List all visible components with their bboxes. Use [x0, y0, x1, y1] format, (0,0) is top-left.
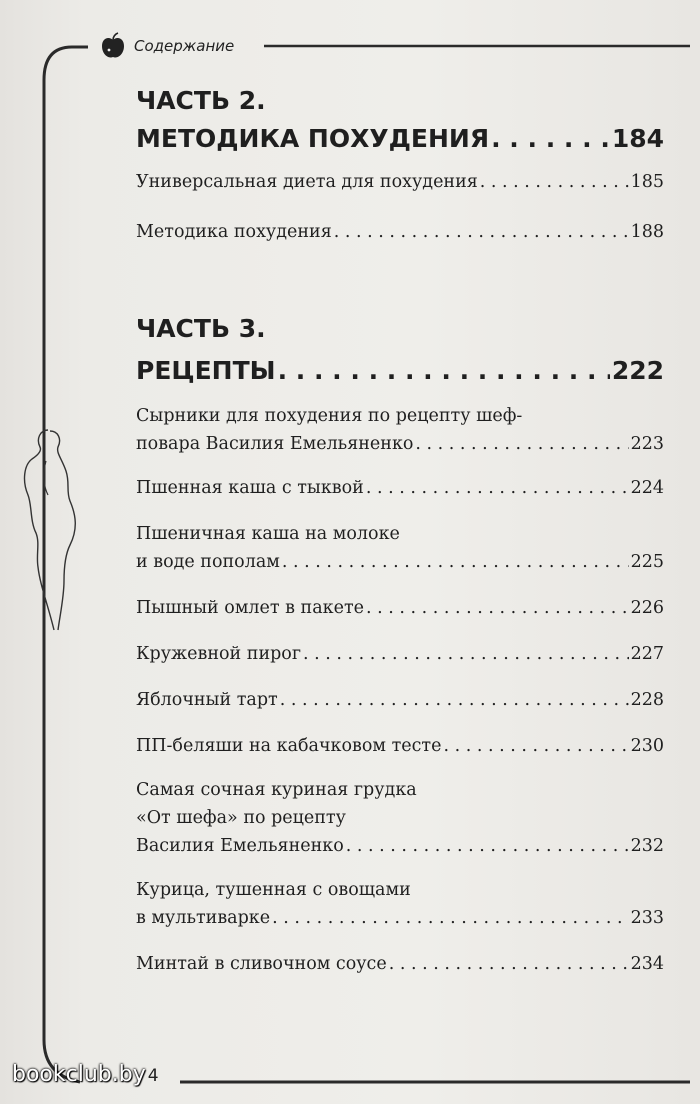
leader-dots [389, 950, 629, 978]
toc-entry-title: и воде пополам [136, 552, 280, 572]
leader-dots [280, 686, 629, 714]
leader-dots [278, 352, 610, 390]
page-number: 4 [147, 1066, 159, 1086]
toc-entry-title-line: «От шефа» по рецепту [136, 808, 346, 828]
toc-entry-title: Яблочный тарт [136, 690, 278, 710]
toc-entry-title: Минтай в сливочном соусе [136, 954, 387, 974]
toc-entry-page: 185 [630, 172, 664, 192]
toc-entry[interactable] [136, 776, 664, 860]
toc-entry-title: Пшенная каша с тыквой [136, 478, 364, 498]
leader-dots [491, 120, 610, 158]
toc-entry-page: 233 [630, 908, 664, 928]
toc-entry-page: 188 [630, 222, 664, 242]
part3-title: РЕЦЕПТЫ [136, 356, 276, 385]
leader-dots [480, 168, 629, 196]
part2-heading-line1: ЧАСТЬ 2. [136, 86, 266, 115]
toc-entry-page: 232 [630, 836, 664, 856]
leader-dots [443, 732, 628, 760]
leader-dots [282, 548, 629, 576]
toc-entry-title: в мультиварке [136, 908, 271, 928]
toc-entry-title: Методика похудения [136, 222, 332, 242]
leader-dots [366, 474, 629, 502]
toc-entry-title: Универсальная диета для похудения [136, 172, 478, 192]
toc-entry[interactable] [136, 950, 664, 978]
leader-dots [366, 594, 629, 622]
toc-entry-title: повара Василия Емельяненко [136, 434, 414, 454]
toc-entry[interactable] [136, 168, 664, 196]
part2-page: 184 [611, 124, 664, 153]
watermark: bookclub.by [12, 1062, 146, 1087]
toc-entry-title: Василия Емельяненко [136, 836, 344, 856]
woman-silhouette-icon [18, 425, 88, 635]
toc-entry[interactable] [136, 520, 664, 576]
part2-heading[interactable] [136, 120, 664, 158]
toc-entry-title: Пышный омлет в пакете [136, 598, 364, 618]
toc-entry[interactable] [136, 402, 664, 458]
toc-entry[interactable] [136, 640, 664, 668]
leader-dots [272, 904, 628, 932]
toc-entry[interactable] [136, 218, 664, 246]
section-title: Содержание [134, 37, 235, 55]
toc-entry-page: 228 [630, 690, 664, 710]
toc-entry-page: 230 [630, 736, 664, 756]
toc-entry-page: 226 [630, 598, 664, 618]
toc-entry-title-line: Курица, тушенная с овощами [136, 880, 411, 900]
leader-dots [346, 832, 629, 860]
part2-title: МЕТОДИКА ПОХУДЕНИЯ [136, 124, 490, 153]
toc-entry-title: ПП-беляши на кабачковом тесте [136, 736, 442, 756]
table-of-contents [136, 80, 664, 978]
toc-entry-page: 223 [630, 434, 664, 454]
toc-entry[interactable] [136, 594, 664, 622]
leader-dots [303, 640, 629, 668]
apple-icon [100, 32, 126, 60]
page-header [100, 30, 234, 62]
toc-entry-title: Кружевной пирог [136, 644, 302, 664]
part3-page: 222 [611, 356, 664, 385]
leader-dots [415, 430, 628, 458]
toc-entry-title-line: Сырники для похудения по рецепту шеф- [136, 406, 523, 426]
leader-dots [334, 218, 629, 246]
toc-entry-page: 224 [630, 478, 664, 498]
toc-entry[interactable] [136, 474, 664, 502]
toc-entry[interactable] [136, 732, 664, 760]
page-footer [12, 1062, 159, 1087]
part3-heading[interactable] [136, 352, 664, 390]
toc-entry-page: 227 [630, 644, 664, 664]
toc-entry[interactable] [136, 876, 664, 932]
toc-entry-title-line: Самая сочная куриная грудка [136, 780, 417, 800]
toc-entry-title-line: Пшеничная каша на молоке [136, 524, 400, 544]
part3-heading-line1: ЧАСТЬ 3. [136, 314, 266, 343]
toc-entry-page: 234 [630, 954, 664, 974]
toc-entry[interactable] [136, 686, 664, 714]
toc-entry-page: 225 [630, 552, 664, 572]
